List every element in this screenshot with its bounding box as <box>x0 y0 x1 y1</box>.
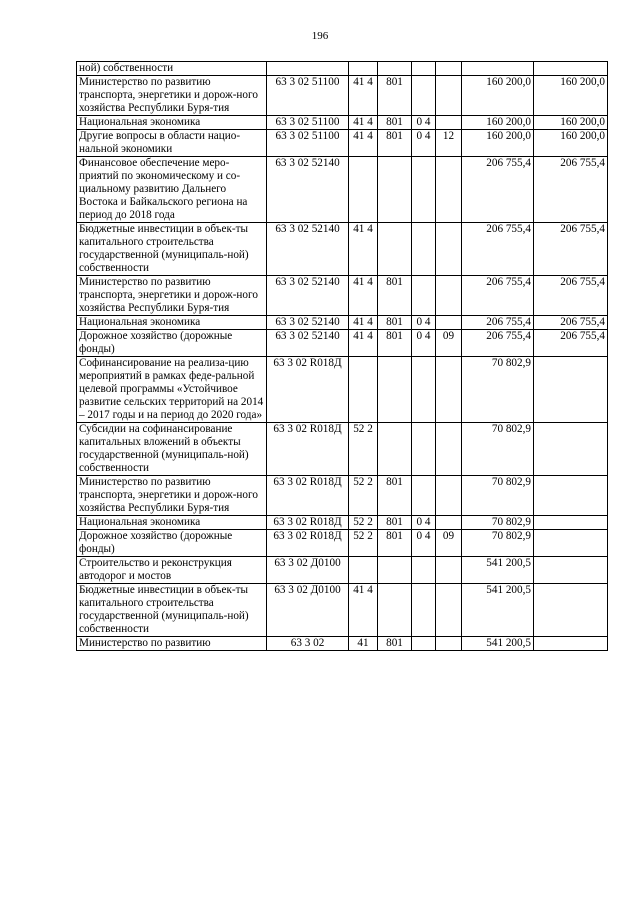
amount-year2-cell <box>534 557 608 584</box>
amount-year2-cell: 206 755,4 <box>534 276 608 316</box>
amount-year1-cell: 541 200,5 <box>462 637 534 651</box>
target-article-cell: 63 3 02 R018Д <box>267 423 349 476</box>
table-row <box>77 157 608 223</box>
target-article-cell: 63 3 02 51100 <box>267 76 349 116</box>
target-article-cell: 63 3 02 52140 <box>267 157 349 223</box>
amount-year1-cell: 70 802,9 <box>462 530 534 557</box>
expense-type-cell <box>349 557 378 584</box>
administrator-cell <box>378 557 412 584</box>
amount-year2-cell <box>534 62 608 76</box>
table-row <box>77 116 608 130</box>
subsection-cell <box>436 423 462 476</box>
target-article-cell: 63 3 02 51100 <box>267 116 349 130</box>
amount-year2-cell: 160 200,0 <box>534 130 608 157</box>
administrator-cell: 801 <box>378 76 412 116</box>
name-cell: Другие вопросы в области нацио-нальной экономики <box>77 130 267 157</box>
target-article-cell: 63 3 02 52140 <box>267 330 349 357</box>
name-cell: Национальная экономика <box>77 516 267 530</box>
section-cell <box>412 276 436 316</box>
name-cell: Субсидии на софинансирование капитальных вложений в объекты государственной (муниципаль-ной) собственности <box>77 423 267 476</box>
section-cell <box>412 476 436 516</box>
administrator-cell <box>378 423 412 476</box>
expense-type-cell: 41 4 <box>349 130 378 157</box>
expense-type-cell: 41 4 <box>349 330 378 357</box>
name-cell: ной) собственности <box>77 62 267 76</box>
name-cell: Министерство по развитию <box>77 637 267 651</box>
amount-year1-cell: 206 755,4 <box>462 276 534 316</box>
subsection-cell <box>436 516 462 530</box>
subsection-cell <box>436 223 462 276</box>
administrator-cell: 801 <box>378 637 412 651</box>
expense-type-cell: 52 2 <box>349 530 378 557</box>
subsection-cell <box>436 157 462 223</box>
page-number: 196 <box>311 30 329 42</box>
subsection-cell <box>436 116 462 130</box>
amount-year1-cell: 70 802,9 <box>462 423 534 476</box>
section-cell <box>412 223 436 276</box>
table-row <box>77 316 608 330</box>
expense-type-cell: 52 2 <box>349 476 378 516</box>
section-cell <box>412 357 436 423</box>
administrator-cell: 801 <box>378 530 412 557</box>
target-article-cell: 63 3 02 52140 <box>267 276 349 316</box>
amount-year2-cell: 160 200,0 <box>534 116 608 130</box>
name-cell: Софинансирование на реализа-цию мероприятий в рамках феде-ральной целевой программы «Устойчивое развитие сельских территорий на 2014 – 2017 годы и на период до 2020 года» <box>77 357 267 423</box>
administrator-cell: 801 <box>378 130 412 157</box>
amount-year1-cell: 70 802,9 <box>462 476 534 516</box>
name-cell: Финансовое обеспечение меро-приятий по экономическому и со-циальному развитию Дальнего Востока и Байкальского региона на период до 2018 года <box>77 157 267 223</box>
section-cell <box>412 76 436 116</box>
name-cell: Министерство по развитию транспорта, энергетики и дорож-ного хозяйства Республики Буря-тия <box>77 476 267 516</box>
administrator-cell <box>378 62 412 76</box>
amount-year2-cell: 160 200,0 <box>534 76 608 116</box>
expense-type-cell: 52 2 <box>349 423 378 476</box>
table-row <box>77 62 608 76</box>
table-row <box>77 330 608 357</box>
administrator-cell: 801 <box>378 116 412 130</box>
budget-table <box>76 61 608 651</box>
subsection-cell <box>436 316 462 330</box>
target-article-cell: 63 3 02 R018Д <box>267 476 349 516</box>
table-row <box>77 357 608 423</box>
table-row <box>77 130 608 157</box>
amount-year2-cell <box>534 637 608 651</box>
amount-year1-cell: 541 200,5 <box>462 584 534 637</box>
administrator-cell: 801 <box>378 276 412 316</box>
section-cell <box>412 157 436 223</box>
table-row <box>77 584 608 637</box>
table-row <box>77 76 608 116</box>
subsection-cell <box>436 357 462 423</box>
amount-year2-cell <box>534 584 608 637</box>
expense-type-cell <box>349 357 378 423</box>
subsection-cell: 09 <box>436 530 462 557</box>
section-cell <box>412 637 436 651</box>
administrator-cell <box>378 357 412 423</box>
subsection-cell <box>436 557 462 584</box>
section-cell: 0 4 <box>412 530 436 557</box>
subsection-cell: 09 <box>436 330 462 357</box>
expense-type-cell: 41 4 <box>349 223 378 276</box>
section-cell: 0 4 <box>412 516 436 530</box>
section-cell <box>412 584 436 637</box>
target-article-cell: 63 3 02 R018Д <box>267 357 349 423</box>
amount-year1-cell: 70 802,9 <box>462 516 534 530</box>
amount-year2-cell <box>534 476 608 516</box>
expense-type-cell <box>349 62 378 76</box>
target-article-cell <box>267 62 349 76</box>
expense-type-cell: 41 4 <box>349 584 378 637</box>
amount-year1-cell: 70 802,9 <box>462 357 534 423</box>
table-row <box>77 423 608 476</box>
section-cell: 0 4 <box>412 130 436 157</box>
expense-type-cell <box>349 157 378 223</box>
administrator-cell: 801 <box>378 476 412 516</box>
name-cell: Национальная экономика <box>77 316 267 330</box>
amount-year1-cell: 160 200,0 <box>462 116 534 130</box>
expense-type-cell: 41 4 <box>349 76 378 116</box>
amount-year1-cell: 160 200,0 <box>462 130 534 157</box>
subsection-cell: 12 <box>436 130 462 157</box>
subsection-cell <box>436 62 462 76</box>
section-cell: 0 4 <box>412 330 436 357</box>
expense-type-cell: 41 4 <box>349 276 378 316</box>
amount-year2-cell: 206 755,4 <box>534 330 608 357</box>
amount-year2-cell: 206 755,4 <box>534 316 608 330</box>
table-row <box>77 637 608 651</box>
amount-year1-cell <box>462 62 534 76</box>
amount-year1-cell: 206 755,4 <box>462 330 534 357</box>
target-article-cell: 63 3 02 52140 <box>267 316 349 330</box>
expense-type-cell: 41 4 <box>349 116 378 130</box>
table-body <box>77 62 608 651</box>
subsection-cell <box>436 276 462 316</box>
name-cell: Министерство по развитию транспорта, энергетики и дорож-ного хозяйства Республики Буря-тия <box>77 76 267 116</box>
name-cell: Строительство и реконструкция автодорог и мостов <box>77 557 267 584</box>
target-article-cell: 63 3 02 Д0100 <box>267 557 349 584</box>
table-row <box>77 223 608 276</box>
amount-year2-cell <box>534 423 608 476</box>
table-row <box>77 557 608 584</box>
section-cell <box>412 557 436 584</box>
name-cell: Национальная экономика <box>77 116 267 130</box>
section-cell <box>412 62 436 76</box>
table-row <box>77 516 608 530</box>
subsection-cell <box>436 76 462 116</box>
amount-year1-cell: 206 755,4 <box>462 223 534 276</box>
amount-year2-cell: 206 755,4 <box>534 157 608 223</box>
target-article-cell: 63 3 02 R018Д <box>267 530 349 557</box>
administrator-cell <box>378 223 412 276</box>
amount-year2-cell <box>534 516 608 530</box>
amount-year1-cell: 160 200,0 <box>462 76 534 116</box>
target-article-cell: 63 3 02 52140 <box>267 223 349 276</box>
table-row <box>77 476 608 516</box>
expense-type-cell: 41 <box>349 637 378 651</box>
target-article-cell: 63 3 02 R018Д <box>267 516 349 530</box>
amount-year1-cell: 206 755,4 <box>462 316 534 330</box>
expense-type-cell: 41 4 <box>349 316 378 330</box>
section-cell: 0 4 <box>412 316 436 330</box>
subsection-cell <box>436 584 462 637</box>
target-article-cell: 63 3 02 Д0100 <box>267 584 349 637</box>
subsection-cell <box>436 637 462 651</box>
section-cell <box>412 423 436 476</box>
subsection-cell <box>436 476 462 516</box>
name-cell: Министерство по развитию транспорта, энергетики и дорож-ного хозяйства Республики Буря-тия <box>77 276 267 316</box>
administrator-cell <box>378 157 412 223</box>
administrator-cell: 801 <box>378 330 412 357</box>
name-cell: Дорожное хозяйство (дорожные фонды) <box>77 530 267 557</box>
name-cell: Дорожное хозяйство (дорожные фонды) <box>77 330 267 357</box>
administrator-cell: 801 <box>378 516 412 530</box>
section-cell: 0 4 <box>412 116 436 130</box>
target-article-cell: 63 3 02 51100 <box>267 130 349 157</box>
name-cell: Бюджетные инвестиции в объек-ты капитального строительства государственной (муниципаль-ной) собственности <box>77 223 267 276</box>
name-cell: Бюджетные инвестиции в объек-ты капитального строительства государственной (муниципаль-ной) собственности <box>77 584 267 637</box>
administrator-cell <box>378 584 412 637</box>
table-row <box>77 276 608 316</box>
target-article-cell: 63 3 02 <box>267 637 349 651</box>
amount-year1-cell: 206 755,4 <box>462 157 534 223</box>
administrator-cell: 801 <box>378 316 412 330</box>
amount-year2-cell: 206 755,4 <box>534 223 608 276</box>
expense-type-cell: 52 2 <box>349 516 378 530</box>
amount-year2-cell <box>534 530 608 557</box>
table-row <box>77 530 608 557</box>
amount-year1-cell: 541 200,5 <box>462 557 534 584</box>
amount-year2-cell <box>534 357 608 423</box>
